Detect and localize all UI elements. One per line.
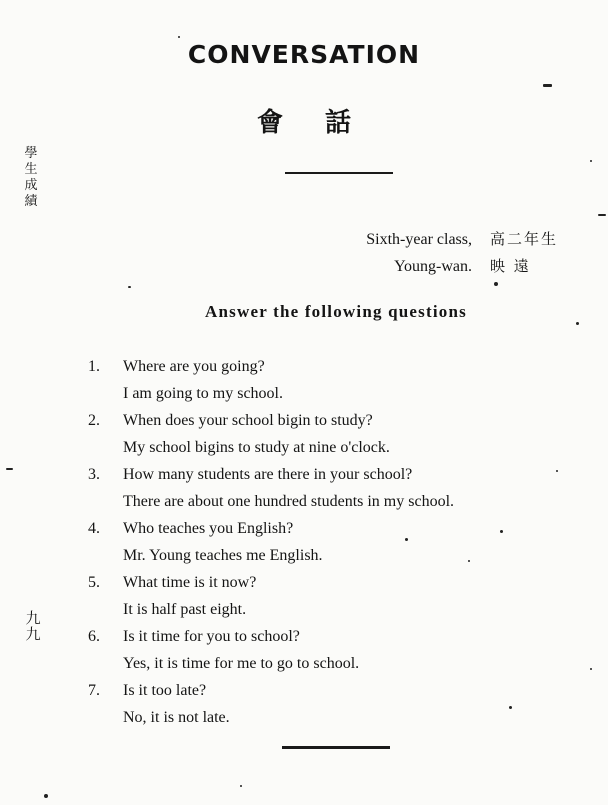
- scan-speck: [598, 214, 606, 216]
- page-title-chinese: [0, 102, 608, 139]
- qa-number: 4.: [88, 520, 100, 537]
- side-note: [22, 146, 40, 210]
- qa-question: Is it time for you to school?: [123, 628, 300, 645]
- qa-item: [88, 623, 568, 677]
- side-note-char: 生: [24, 162, 38, 177]
- side-note-char: 學: [24, 146, 38, 161]
- qa-number: 3.: [88, 466, 100, 483]
- title-cjk-char: 話: [325, 108, 352, 138]
- scan-speck: [468, 560, 470, 562]
- title-rule: [285, 172, 393, 174]
- scan-speck: [494, 282, 498, 286]
- qa-question: How many students are there in your school?: [123, 466, 413, 483]
- scan-speck: [576, 322, 579, 325]
- qa-answer: Yes, it is time for me to go to school.: [123, 655, 360, 672]
- author-name-en: Young-wan.: [394, 258, 472, 275]
- qa-question: Is it too late?: [123, 682, 207, 699]
- author-name-zh: 映 遠: [490, 257, 531, 275]
- scan-speck: [128, 286, 131, 288]
- scan-speck: [590, 668, 592, 670]
- author-class-row: [300, 226, 570, 253]
- title-cjk-char: 會: [256, 108, 283, 138]
- author-block: [300, 226, 570, 280]
- page-number-char: 九: [25, 609, 41, 627]
- qa-number: 6.: [88, 628, 100, 645]
- qa-question: Where are you going?: [123, 358, 265, 375]
- qa-question: Who teaches you English?: [123, 520, 294, 537]
- author-class-zh: 高二年生: [490, 230, 559, 248]
- qa-number: 5.: [88, 574, 100, 591]
- qa-item: [88, 461, 568, 515]
- qa-item: [88, 677, 568, 731]
- side-note-char: 績: [24, 194, 38, 209]
- qa-answer: No, it is not late.: [123, 709, 230, 726]
- scan-speck: [556, 470, 558, 472]
- qa-answer: I am going to my school.: [123, 385, 283, 402]
- qa-answer: Mr. Young teaches me English.: [123, 547, 323, 564]
- qa-list: [88, 353, 568, 731]
- qa-answer: There are about one hundred students in my school.: [123, 493, 455, 510]
- qa-item: [88, 353, 568, 407]
- qa-answer: It is half past eight.: [123, 601, 247, 618]
- qa-question: When does your school bigin to study?: [123, 412, 373, 429]
- scan-speck: [543, 84, 552, 87]
- section-heading: Answer the following questions: [205, 302, 467, 321]
- qa-item: [88, 407, 568, 461]
- side-note-char: 成: [24, 178, 38, 193]
- scan-speck: [178, 36, 180, 38]
- scan-speck: [509, 706, 512, 709]
- qa-number: 1.: [88, 358, 100, 375]
- author-name-row: [300, 253, 570, 280]
- page-number: [24, 610, 42, 642]
- qa-question: What time is it now?: [123, 574, 257, 591]
- scan-speck: [240, 785, 242, 787]
- author-class-en: Sixth-year class,: [366, 231, 472, 248]
- scan-speck: [44, 794, 48, 798]
- scan-speck: [500, 530, 503, 533]
- qa-item: [88, 515, 568, 569]
- qa-number: 7.: [88, 682, 100, 699]
- qa-answer: My school bigins to study at nine o'clock.: [123, 439, 390, 456]
- closing-rule: [282, 746, 390, 749]
- scan-speck: [590, 160, 592, 162]
- qa-number: 2.: [88, 412, 100, 429]
- scan-speck: [6, 468, 13, 470]
- page-number-char: 九: [25, 625, 41, 643]
- qa-item: [88, 569, 568, 623]
- scan-speck: [405, 538, 408, 541]
- page-title: CONVERSATION: [187, 40, 421, 69]
